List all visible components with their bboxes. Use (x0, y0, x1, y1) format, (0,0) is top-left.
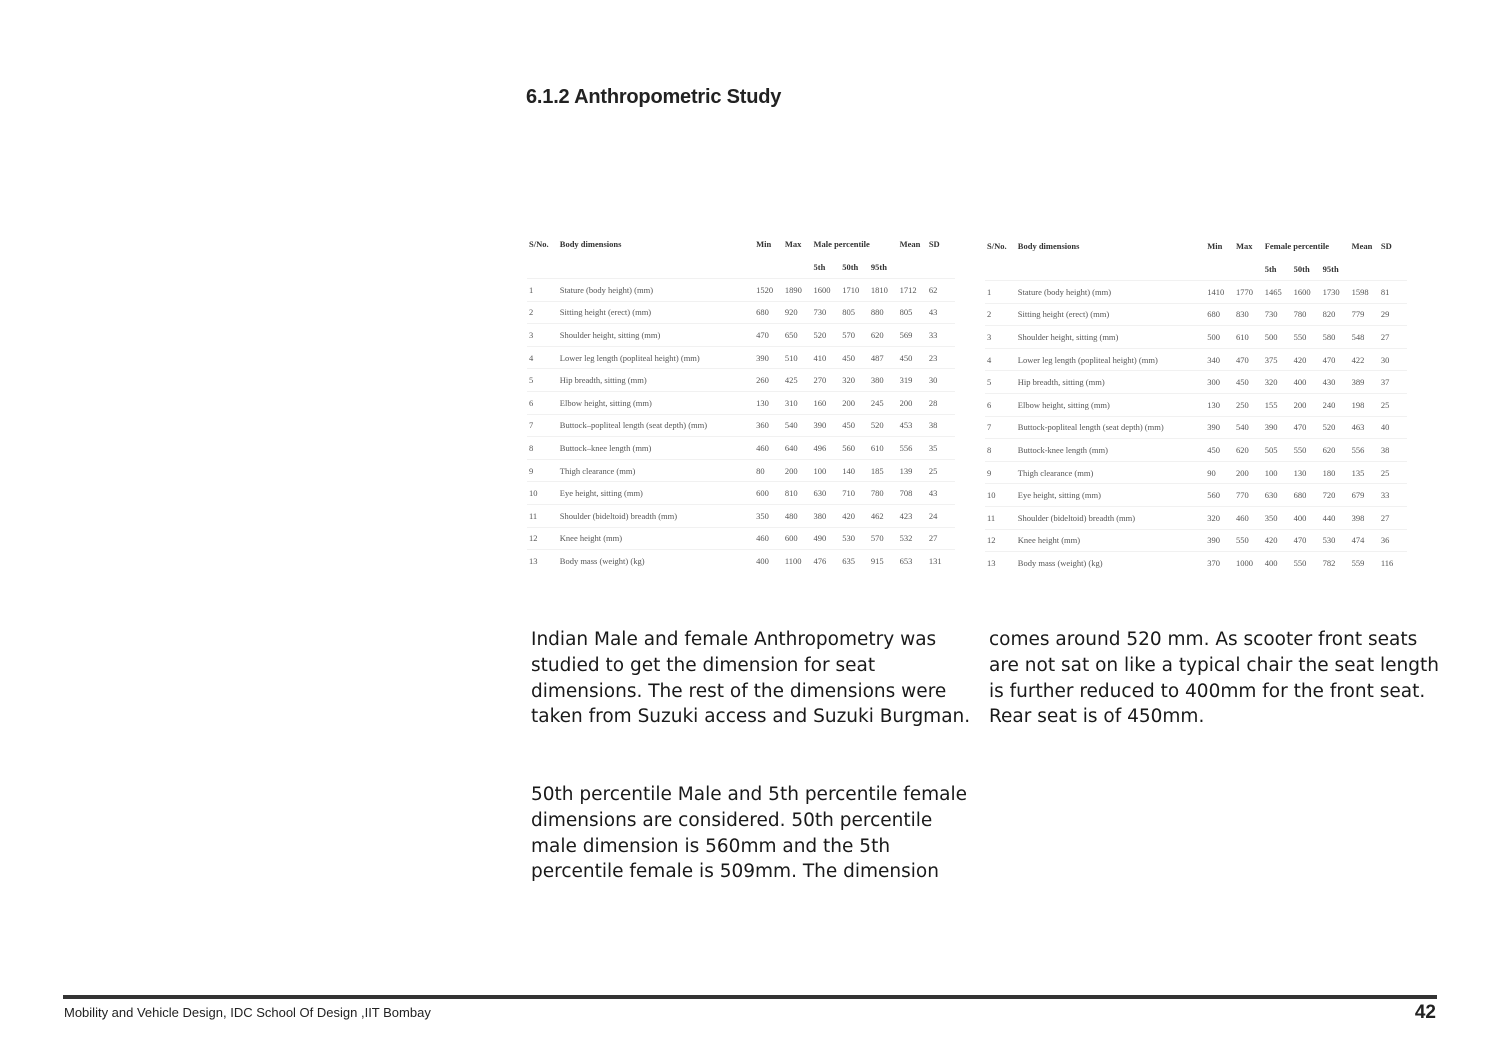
cell-sd: 30 (927, 369, 955, 392)
table-row (527, 527, 955, 550)
table-row (527, 482, 955, 505)
cell-5th: 1465 (1263, 281, 1292, 304)
cell-min: 390 (1205, 416, 1234, 439)
table-row (985, 371, 1407, 394)
cell-sd: 27 (1379, 326, 1407, 349)
cell-max: 540 (783, 414, 812, 437)
cell-95th: 530 (1321, 529, 1350, 552)
col-min: Min (756, 238, 772, 249)
cell-95th: 470 (1321, 348, 1350, 371)
cell-min: 130 (1205, 393, 1234, 416)
table-row (527, 369, 955, 392)
cell-mean: 708 (898, 482, 927, 505)
cell-body-dimension: Eye height, sitting (mm) (558, 482, 754, 505)
cell-min: 390 (1205, 529, 1234, 552)
cell-5th: 410 (812, 346, 841, 369)
male-table (527, 232, 955, 572)
cell-sd: 131 (927, 550, 955, 573)
cell-mean: 450 (898, 346, 927, 369)
col-max: Max (1235, 240, 1253, 251)
cell-50th: 1600 (1292, 281, 1321, 304)
table-row (527, 279, 955, 302)
cell-sno: 9 (985, 461, 1016, 484)
cell-50th: 805 (840, 301, 869, 324)
cell-sno: 11 (985, 506, 1016, 529)
cell-sno: 2 (527, 301, 558, 324)
cell-max: 480 (783, 504, 812, 527)
cell-sno: 12 (527, 527, 558, 550)
cell-body-dimension: Body mass (weight) (kg) (558, 550, 754, 573)
cell-sno: 13 (527, 550, 558, 573)
cell-50th: 530 (840, 527, 869, 550)
paragraph-percentile: 50th percentile Male and 5th percentile female dimensions are considered. 50th percentile male dimension is 560mm and the 5th percentile female is 509mm. The dimension (531, 784, 967, 883)
cell-sno: 6 (527, 391, 558, 414)
cell-body-dimension: Lower leg length (popliteal height) (mm) (558, 346, 754, 369)
cell-sno: 12 (985, 529, 1016, 552)
cell-max: 610 (1234, 326, 1263, 349)
cell-50th: 1710 (840, 279, 869, 302)
cell-sd: 38 (1379, 439, 1407, 462)
cell-mean: 463 (1350, 416, 1379, 439)
cell-50th: 200 (840, 391, 869, 414)
cell-sno: 1 (527, 279, 558, 302)
cell-sd: 30 (1379, 348, 1407, 371)
col-min: Min (1207, 240, 1223, 251)
cell-mean: 422 (1350, 348, 1379, 371)
cell-mean: 805 (898, 301, 927, 324)
cell-body-dimension: Lower leg length (popliteal height) (mm) (1016, 348, 1205, 371)
footer-divider (63, 995, 1437, 999)
cell-body-dimension: Hip breadth, sitting (mm) (1016, 371, 1205, 394)
cell-max: 310 (783, 391, 812, 414)
cell-5th: 270 (812, 369, 841, 392)
cell-95th: 487 (869, 346, 898, 369)
cell-sd: 116 (1379, 552, 1407, 575)
table-row (527, 414, 955, 437)
cell-max: 640 (783, 437, 812, 460)
cell-body-dimension: Elbow height, sitting (mm) (1016, 393, 1205, 416)
female-table (985, 234, 1407, 574)
cell-body-dimension: Buttock-popliteal length (seat depth) (mm) (1016, 416, 1205, 439)
cell-body-dimension: Thigh clearance (mm) (558, 459, 754, 482)
cell-sd: 25 (1379, 393, 1407, 416)
cell-sd: 37 (1379, 371, 1407, 394)
table-row (527, 550, 955, 573)
cell-body-dimension: Thigh clearance (mm) (1016, 461, 1205, 484)
cell-50th: 320 (840, 369, 869, 392)
table-row (527, 324, 955, 347)
cell-sno: 3 (985, 326, 1016, 349)
cell-mean: 135 (1350, 461, 1379, 484)
cell-max: 1100 (783, 550, 812, 573)
cell-min: 1520 (754, 279, 783, 302)
cell-max: 830 (1234, 303, 1263, 326)
cell-5th: 350 (1263, 506, 1292, 529)
cell-max: 470 (1234, 348, 1263, 371)
cell-mean: 474 (1350, 529, 1379, 552)
cell-50th: 570 (840, 324, 869, 347)
table-row (527, 504, 955, 527)
cell-95th: 620 (1321, 439, 1350, 462)
cell-max: 600 (783, 527, 812, 550)
col-body-dimensions: Body dimensions (1017, 240, 1080, 251)
cell-5th: 730 (812, 301, 841, 324)
cell-95th: 380 (869, 369, 898, 392)
cell-max: 200 (1234, 461, 1263, 484)
cell-5th: 390 (1263, 416, 1292, 439)
cell-min: 560 (1205, 484, 1234, 507)
cell-body-dimension: Body mass (weight) (kg) (1016, 552, 1205, 575)
cell-95th: 820 (1321, 303, 1350, 326)
cell-body-dimension: Shoulder (bideltoid) breadth (mm) (558, 504, 754, 527)
col-sd: SD (1380, 240, 1392, 251)
cell-sno: 10 (527, 482, 558, 505)
cell-sno: 5 (985, 371, 1016, 394)
cell-sno: 4 (985, 348, 1016, 371)
cell-sno: 10 (985, 484, 1016, 507)
cell-max: 450 (1234, 371, 1263, 394)
table-row (985, 416, 1407, 439)
cell-95th: 782 (1321, 552, 1350, 575)
cell-5th: 375 (1263, 348, 1292, 371)
cell-max: 200 (783, 459, 812, 482)
cell-sno: 7 (985, 416, 1016, 439)
paragraph-intro: Indian Male and female Anthropometry was studied to get the dimension for seat dimensions. The rest of the dimensions were taken from Suzuki access and Suzuki Burgman. (531, 629, 971, 728)
table-row (527, 459, 955, 482)
cell-5th: 500 (1263, 326, 1292, 349)
cell-max: 650 (783, 324, 812, 347)
cell-5th: 476 (812, 550, 841, 573)
male-table-body (527, 279, 955, 573)
cell-sd: 36 (1379, 529, 1407, 552)
cell-min: 300 (1205, 371, 1234, 394)
cell-sd: 35 (927, 437, 955, 460)
cell-body-dimension: Buttock–knee length (mm) (558, 437, 754, 460)
cell-body-dimension: Buttock-knee length (mm) (1016, 439, 1205, 462)
cell-min: 260 (754, 369, 783, 392)
cell-sd: 40 (1379, 416, 1407, 439)
cell-50th: 710 (840, 482, 869, 505)
cell-max: 250 (1234, 393, 1263, 416)
col-max: Max (784, 238, 802, 249)
cell-50th: 680 (1292, 484, 1321, 507)
cell-mean: 398 (1350, 506, 1379, 529)
col-mean: Mean (899, 238, 921, 249)
female-table-body (985, 281, 1407, 575)
cell-sd: 33 (1379, 484, 1407, 507)
cell-mean: 423 (898, 504, 927, 527)
cell-max: 550 (1234, 529, 1263, 552)
cell-mean: 556 (1350, 439, 1379, 462)
cell-sno: 8 (527, 437, 558, 460)
cell-95th: 915 (869, 550, 898, 573)
table-row (985, 484, 1407, 507)
cell-sd: 38 (927, 414, 955, 437)
cell-95th: 520 (1321, 416, 1350, 439)
col-95th: 95th (870, 261, 887, 272)
cell-sno: 4 (527, 346, 558, 369)
cell-50th: 635 (840, 550, 869, 573)
cell-50th: 550 (1292, 552, 1321, 575)
cell-mean: 569 (898, 324, 927, 347)
table-row (985, 506, 1407, 529)
cell-sno: 6 (985, 393, 1016, 416)
col-percentile: Female percentile (1264, 240, 1329, 251)
cell-sd: 62 (927, 279, 955, 302)
cell-5th: 320 (1263, 371, 1292, 394)
cell-min: 360 (754, 414, 783, 437)
cell-max: 1000 (1234, 552, 1263, 575)
cell-body-dimension: Hip breadth, sitting (mm) (558, 369, 754, 392)
footer-credit: Mobility and Vehicle Design, IDC School Of Design ,IIT Bombay (64, 1005, 431, 1020)
cell-95th: 440 (1321, 506, 1350, 529)
col-5th: 5th (1264, 263, 1277, 274)
cell-95th: 880 (869, 301, 898, 324)
cell-5th: 496 (812, 437, 841, 460)
table-row (985, 326, 1407, 349)
cell-body-dimension: Knee height (mm) (1016, 529, 1205, 552)
cell-95th: 610 (869, 437, 898, 460)
cell-sd: 24 (927, 504, 955, 527)
cell-5th: 390 (812, 414, 841, 437)
cell-body-dimension: Sitting height (erect) (mm) (558, 301, 754, 324)
cell-5th: 380 (812, 504, 841, 527)
cell-sd: 33 (927, 324, 955, 347)
cell-sd: 81 (1379, 281, 1407, 304)
cell-max: 920 (783, 301, 812, 324)
cell-sd: 43 (927, 482, 955, 505)
cell-sno: 11 (527, 504, 558, 527)
cell-5th: 505 (1263, 439, 1292, 462)
cell-sno: 1 (985, 281, 1016, 304)
cell-max: 1890 (783, 279, 812, 302)
cell-min: 460 (754, 527, 783, 550)
cell-sno: 2 (985, 303, 1016, 326)
cell-50th: 780 (1292, 303, 1321, 326)
cell-95th: 720 (1321, 484, 1350, 507)
cell-max: 425 (783, 369, 812, 392)
table-row (527, 437, 955, 460)
cell-5th: 630 (1263, 484, 1292, 507)
cell-sno: 3 (527, 324, 558, 347)
cell-95th: 1730 (1321, 281, 1350, 304)
cell-5th: 1600 (812, 279, 841, 302)
cell-min: 340 (1205, 348, 1234, 371)
cell-50th: 560 (840, 437, 869, 460)
cell-sno: 5 (527, 369, 558, 392)
cell-sd: 27 (927, 527, 955, 550)
table-row (985, 393, 1407, 416)
cell-5th: 730 (1263, 303, 1292, 326)
cell-mean: 198 (1350, 393, 1379, 416)
col-50th: 50th (842, 261, 859, 272)
cell-body-dimension: Stature (body height) (mm) (1016, 281, 1205, 304)
cell-sd: 25 (1379, 461, 1407, 484)
cell-50th: 140 (840, 459, 869, 482)
table-row (527, 301, 955, 324)
cell-95th: 240 (1321, 393, 1350, 416)
cell-min: 600 (754, 482, 783, 505)
cell-mean: 556 (898, 437, 927, 460)
cell-body-dimension: Stature (body height) (mm) (558, 279, 754, 302)
col-body-dimensions: Body dimensions (559, 238, 622, 249)
male-anthropometry-table (527, 232, 955, 576)
cell-min: 680 (1205, 303, 1234, 326)
cell-max: 460 (1234, 506, 1263, 529)
cell-5th: 490 (812, 527, 841, 550)
cell-min: 460 (754, 437, 783, 460)
table-row (527, 391, 955, 414)
cell-sno: 8 (985, 439, 1016, 462)
col-5th: 5th (813, 261, 826, 272)
cell-min: 680 (754, 301, 783, 324)
table-row (985, 281, 1407, 304)
cell-50th: 400 (1292, 371, 1321, 394)
cell-sno: 9 (527, 459, 558, 482)
cell-95th: 430 (1321, 371, 1350, 394)
cell-95th: 245 (869, 391, 898, 414)
cell-50th: 200 (1292, 393, 1321, 416)
cell-50th: 550 (1292, 439, 1321, 462)
cell-body-dimension: Knee height (mm) (558, 527, 754, 550)
cell-5th: 100 (812, 459, 841, 482)
cell-mean: 200 (898, 391, 927, 414)
cell-min: 80 (754, 459, 783, 482)
cell-body-dimension: Shoulder (bideltoid) breadth (mm) (1016, 506, 1205, 529)
cell-50th: 470 (1292, 529, 1321, 552)
cell-max: 1770 (1234, 281, 1263, 304)
cell-min: 470 (754, 324, 783, 347)
cell-mean: 389 (1350, 371, 1379, 394)
table-row (985, 461, 1407, 484)
cell-min: 320 (1205, 506, 1234, 529)
col-95th: 95th (1322, 263, 1339, 274)
cell-95th: 185 (869, 459, 898, 482)
cell-mean: 548 (1350, 326, 1379, 349)
cell-max: 540 (1234, 416, 1263, 439)
cell-50th: 450 (840, 346, 869, 369)
col-50th: 50th (1293, 263, 1310, 274)
cell-body-dimension: Eye height, sitting (mm) (1016, 484, 1205, 507)
cell-max: 770 (1234, 484, 1263, 507)
cell-body-dimension: Shoulder height, sitting (mm) (1016, 326, 1205, 349)
cell-50th: 450 (840, 414, 869, 437)
cell-mean: 319 (898, 369, 927, 392)
cell-min: 400 (754, 550, 783, 573)
table-row (985, 303, 1407, 326)
section-heading: 6.1.2 Anthropometric Study (526, 86, 782, 108)
cell-mean: 1712 (898, 279, 927, 302)
cell-min: 1410 (1205, 281, 1234, 304)
cell-95th: 462 (869, 504, 898, 527)
cell-50th: 420 (1292, 348, 1321, 371)
cell-5th: 520 (812, 324, 841, 347)
cell-50th: 130 (1292, 461, 1321, 484)
cell-min: 390 (754, 346, 783, 369)
cell-mean: 653 (898, 550, 927, 573)
cell-mean: 139 (898, 459, 927, 482)
table-row (985, 529, 1407, 552)
cell-5th: 100 (1263, 461, 1292, 484)
cell-5th: 160 (812, 391, 841, 414)
cell-mean: 779 (1350, 303, 1379, 326)
cell-body-dimension: Sitting height (erect) (mm) (1016, 303, 1205, 326)
cell-sno: 7 (527, 414, 558, 437)
paragraph-seat-length: comes around 520 mm. As scooter front seats are not sat on like a typical chair the seat length is further reduced to 400mm for the front seat. Rear seat is of 450mm. (989, 629, 1439, 728)
table-row (985, 348, 1407, 371)
cell-body-dimension: Elbow height, sitting (mm) (558, 391, 754, 414)
cell-sd: 28 (927, 391, 955, 414)
cell-sd: 27 (1379, 506, 1407, 529)
cell-max: 810 (783, 482, 812, 505)
cell-body-dimension: Shoulder height, sitting (mm) (558, 324, 754, 347)
cell-max: 620 (1234, 439, 1263, 462)
cell-min: 500 (1205, 326, 1234, 349)
cell-50th: 420 (840, 504, 869, 527)
cell-min: 370 (1205, 552, 1234, 575)
cell-95th: 570 (869, 527, 898, 550)
cell-min: 130 (754, 391, 783, 414)
cell-sd: 43 (927, 301, 955, 324)
cell-body-dimension: Buttock–popliteal length (seat depth) (mm) (558, 414, 754, 437)
cell-95th: 620 (869, 324, 898, 347)
cell-5th: 420 (1263, 529, 1292, 552)
cell-sd: 23 (927, 346, 955, 369)
cell-95th: 520 (869, 414, 898, 437)
col-percentile: Male percentile (813, 238, 870, 249)
col-sno: S/No. (987, 240, 1007, 251)
cell-5th: 630 (812, 482, 841, 505)
cell-mean: 453 (898, 414, 927, 437)
cell-min: 350 (754, 504, 783, 527)
col-sd: SD (928, 238, 940, 249)
table-row (985, 552, 1407, 575)
cell-max: 510 (783, 346, 812, 369)
cell-95th: 180 (1321, 461, 1350, 484)
cell-mean: 559 (1350, 552, 1379, 575)
cell-95th: 1810 (869, 279, 898, 302)
cell-mean: 1598 (1350, 281, 1379, 304)
table-row (527, 346, 955, 369)
cell-mean: 679 (1350, 484, 1379, 507)
female-anthropometry-table (985, 234, 1407, 582)
cell-mean: 532 (898, 527, 927, 550)
cell-min: 90 (1205, 461, 1234, 484)
cell-sd: 29 (1379, 303, 1407, 326)
cell-sno: 13 (985, 552, 1016, 575)
cell-sd: 25 (927, 459, 955, 482)
cell-min: 450 (1205, 439, 1234, 462)
cell-50th: 550 (1292, 326, 1321, 349)
col-mean: Mean (1351, 240, 1373, 251)
cell-50th: 400 (1292, 506, 1321, 529)
cell-95th: 780 (869, 482, 898, 505)
cell-5th: 400 (1263, 552, 1292, 575)
cell-50th: 470 (1292, 416, 1321, 439)
col-sno: S/No. (529, 238, 549, 249)
cell-95th: 580 (1321, 326, 1350, 349)
table-row (985, 439, 1407, 462)
page-number: 42 (1414, 1002, 1436, 1023)
cell-5th: 155 (1263, 393, 1292, 416)
